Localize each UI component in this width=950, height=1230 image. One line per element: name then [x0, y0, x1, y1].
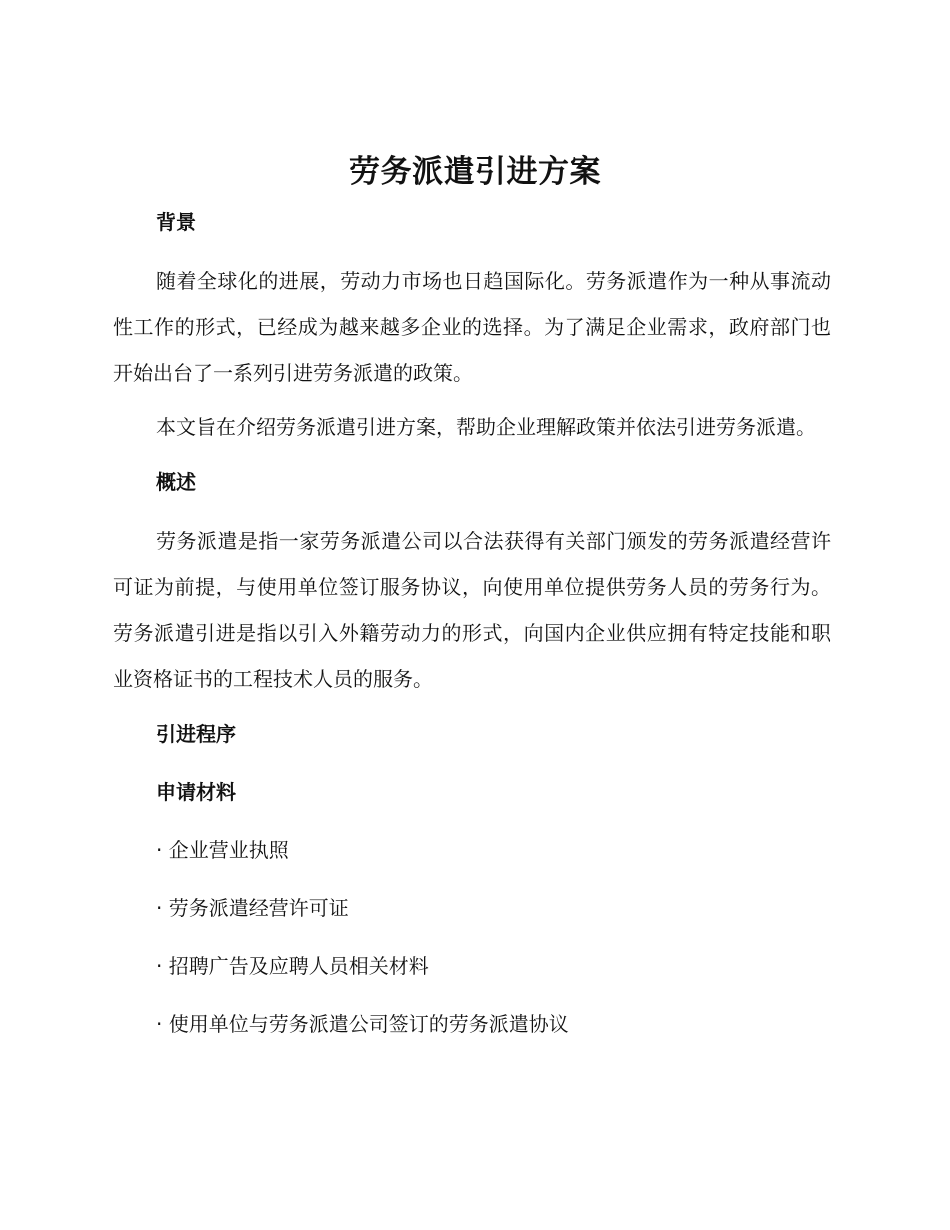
document-body: [113, 202, 831, 1044]
list-item: · 劳务派遣经营许可证: [156, 896, 349, 920]
overview-paragraph-1: 劳务派遣是指一家劳务派遣公司以合法获得有关部门颁发的劳务派遣经营许可证为前提，与使用单位签订服务协议，向使用单位提供劳务人员的劳务行为。劳务派遣引进是指以引入外籍劳动力的形式，向国内企业供应拥有特定技能和职业资格证书的工程技术人员的服务。: [113, 529, 831, 691]
list-item: · 使用单位与劳务派遣公司签订的劳务派遣协议: [156, 1012, 569, 1036]
section-heading-background: 背景: [156, 210, 196, 234]
section-heading-overview: 概述: [156, 470, 196, 494]
section-heading-procedure: 引进程序: [156, 722, 236, 746]
background-paragraph-1: 随着全球化的进展，劳动力市场也日趋国际化。劳务派遣作为一种从事流动性工作的形式，已经成为越来越多企业的选择。为了满足企业需求，政府部门也开始出台了一系列引进劳务派遣的政策。: [113, 269, 831, 385]
document-title: 劳务派遣引进方案: [349, 154, 601, 190]
list-item: · 招聘广告及应聘人员相关材料: [156, 954, 429, 978]
background-paragraph-2: 本文旨在介绍劳务派遣引进方案，帮助企业理解政策并依法引进劳务派遣。: [156, 415, 816, 439]
list-item: · 企业营业执照: [156, 838, 289, 862]
section-heading-materials: 申请材料: [156, 780, 236, 804]
